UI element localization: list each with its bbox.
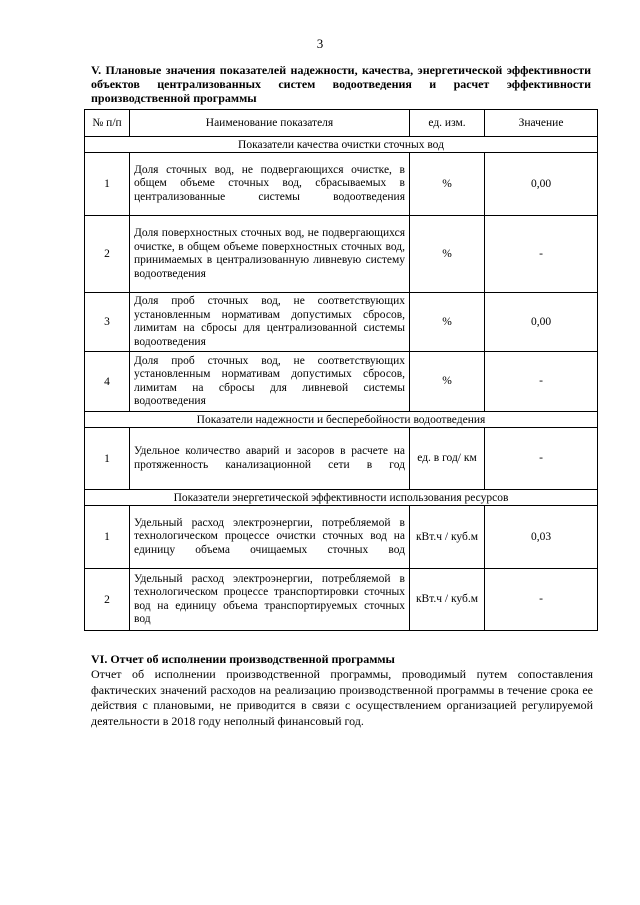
indicator-value: - — [485, 569, 598, 631]
row-number: 1 — [85, 428, 130, 490]
table-row — [85, 153, 598, 216]
row-number: 1 — [85, 153, 130, 216]
indicator-name: Доля поверхностных сточных вод, не подвергающихся очистке, в общем объеме поверхностных сточных вод, принимаемых в централизованную ливневую систему водоотведения — [130, 216, 410, 293]
indicator-value: 0,03 — [485, 506, 598, 569]
table-row — [85, 569, 598, 631]
table-row — [85, 506, 598, 569]
column-header-value: Значение — [485, 110, 598, 137]
indicator-name: Удельное количество аварий и засоров в расчете на протяженность канализационной сети в год — [130, 428, 410, 490]
column-header-unit: ед. изм. — [410, 110, 485, 137]
indicator-name: Доля сточных вод, не подвергающихся очистке, в общем объеме сточных вод, сбрасываемых в централизованные системы водоотведения — [130, 153, 410, 216]
group-title-reliability: Показатели надежности и бесперебойности водоотведения — [85, 412, 598, 428]
indicator-unit: % — [410, 216, 485, 293]
indicators-table — [84, 109, 598, 631]
page-number: 3 — [316, 36, 324, 51]
group-row — [85, 490, 598, 506]
row-number: 3 — [85, 293, 130, 352]
row-number: 2 — [85, 216, 130, 293]
table-row — [85, 352, 598, 412]
indicator-name: Удельный расход электроэнергии, потребляемой в технологическом процессе транспортировки сточных вод на единицу объема транспортируемых сточных вод — [130, 569, 410, 631]
indicator-value: - — [485, 428, 598, 490]
group-title-energy: Показатели энергетической эффективности использования ресурсов — [85, 490, 598, 506]
section-5-heading: V. Плановые значения показателей надежности, качества, энергетической эффективности объектов централизованных систем водоотведения и расчет эффективности производственной программы — [91, 63, 591, 105]
indicator-name: Доля проб сточных вод, не соответствующих установленным нормативам допустимых сбросов, лимитам на сбросы для ливневой системы водоотведения — [130, 352, 410, 412]
indicator-unit: % — [410, 352, 485, 412]
section-6-paragraph: Отчет об исполнении производственной программы, проводимый путем сопоставления фактических значений расходов на реализацию производственной программы в течение срока ее действия с плановыми, не приводится в связи с осуществлением организацией регулируемой деятельности в 2018 году неполный финансовый год. — [91, 667, 593, 728]
indicator-unit: ед. в год/ км — [410, 428, 485, 490]
indicator-name: Доля проб сточных вод, не соответствующих установленным нормативам допустимых сбросов, лимитам на сбросы для централизованной системы водоотведения — [130, 293, 410, 352]
row-number: 1 — [85, 506, 130, 569]
group-row — [85, 137, 598, 153]
table-row — [85, 216, 598, 293]
indicator-value: 0,00 — [485, 153, 598, 216]
indicator-unit: кВт.ч / куб.м — [410, 569, 485, 631]
indicator-value: - — [485, 352, 598, 412]
indicator-value: - — [485, 216, 598, 293]
indicator-name: Удельный расход электроэнергии, потребляемой в технологическом процессе очистки сточных вод на единицу объема очищаемых сточных вод — [130, 506, 410, 569]
column-header-num: № п/п — [85, 110, 130, 137]
row-number: 2 — [85, 569, 130, 631]
indicator-unit: % — [410, 293, 485, 352]
group-title-quality: Показатели качества очистки сточных вод — [85, 137, 598, 153]
indicator-value: 0,00 — [485, 293, 598, 352]
group-row — [85, 412, 598, 428]
indicator-unit: % — [410, 153, 485, 216]
table-row — [85, 428, 598, 490]
column-header-name: Наименование показателя — [130, 110, 410, 137]
indicator-unit: кВт.ч / куб.м — [410, 506, 485, 569]
table-row — [85, 293, 598, 352]
row-number: 4 — [85, 352, 130, 412]
table-header-row — [85, 110, 598, 137]
section-6-heading: VI. Отчет об исполнении производственной программы — [91, 652, 395, 666]
